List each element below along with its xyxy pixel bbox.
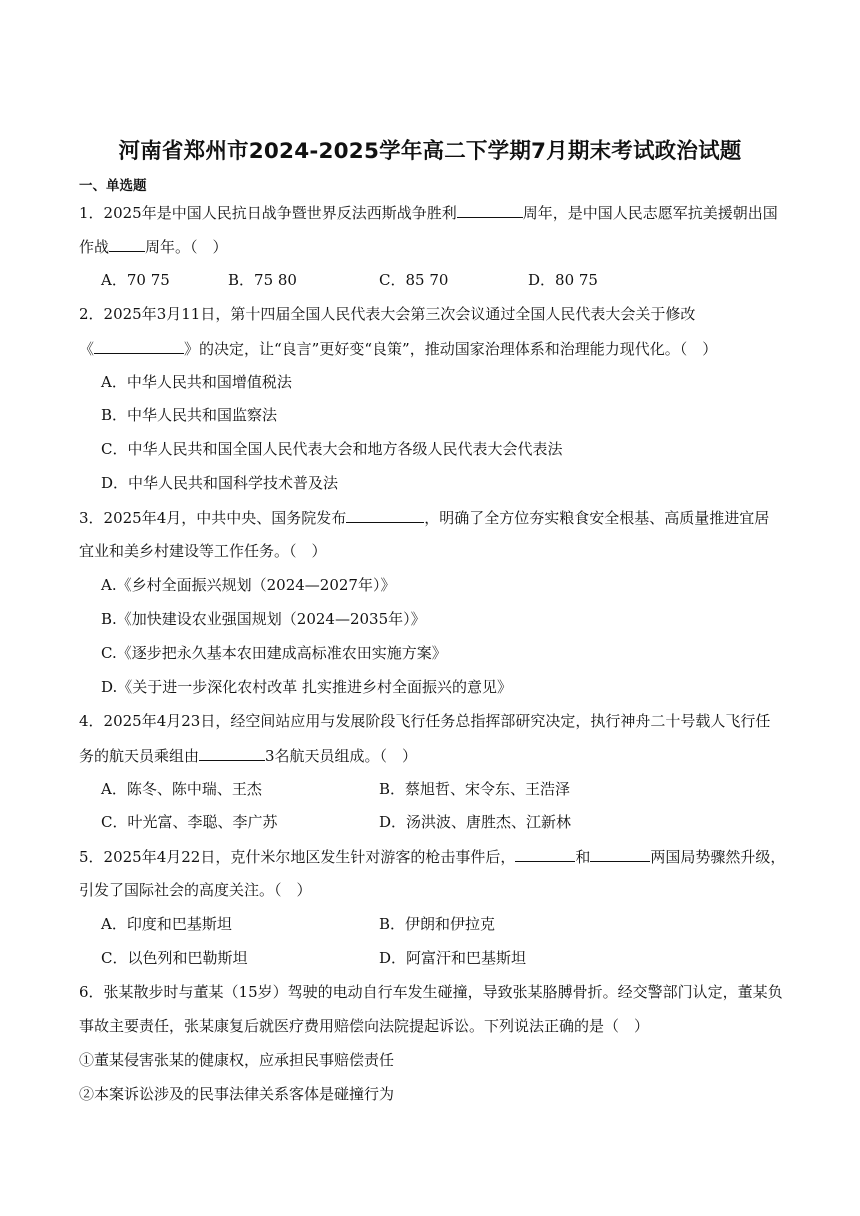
question-1-text: 1．2025年是中国人民抗日战争暨世界反法西斯战争胜利 — [79, 204, 457, 222]
question-5-option-a: A．印度和巴基斯坦 — [101, 915, 232, 933]
question-2-text: 《 — [79, 340, 95, 358]
question-5-option-d: D．阿富汗和巴基斯坦 — [379, 949, 527, 967]
answer-blank — [199, 745, 265, 761]
question-2-option-a: A．中华人民共和国增值税法 — [101, 373, 292, 391]
question-1-option-b: B．75 80 — [228, 271, 297, 289]
question-6-line-1: 6．张某散步时与董某（15岁）驾驶的电动自行车发生碰撞，导致张某胳膊骨折。经交警部门认定，董某负 — [79, 983, 783, 1001]
question-5-text: 和 — [575, 848, 591, 866]
question-5-text: 两国局势骤然升级， — [650, 848, 786, 866]
question-1-text: 周年。（ ） — [145, 238, 228, 256]
answer-blank — [346, 507, 424, 523]
question-3-line-1 — [79, 507, 769, 528]
question-4-option-a: A．陈冬、陈中瑞、王杰 — [101, 780, 262, 798]
question-5-text: 5．2025年4月22日，克什米尔地区发生针对游客的枪击事件后， — [79, 848, 516, 866]
question-4-line-2 — [79, 745, 417, 766]
question-6-line-2: 事故主要责任，张某康复后就医疗费用赔偿向法院提起诉讼。下列说法正确的是（ ） — [79, 1017, 650, 1035]
question-2-line-2 — [79, 338, 717, 359]
question-1-text: 作战 — [79, 238, 110, 256]
question-2-option-b: B．中华人民共和国监察法 — [101, 406, 278, 424]
page-title: 河南省郑州市2024-2025学年高二下学期7月期末考试政治试题 — [118, 139, 742, 164]
question-4-text: 务的航天员乘组由 — [79, 747, 200, 765]
question-3-text: 3．2025年4月，中共中央、国务院发布 — [79, 509, 347, 527]
question-1-option-c: C．85 70 — [379, 271, 449, 289]
question-4-option-d: D．汤洪波、唐胜杰、江新林 — [379, 813, 572, 831]
answer-blank — [94, 338, 184, 354]
question-5-option-c: C．以色列和巴勒斯坦 — [101, 949, 248, 967]
question-4-option-c: C．叶光富、李聪、李广苏 — [101, 813, 278, 831]
answer-blank — [457, 202, 523, 218]
question-1-option-d: D．80 75 — [528, 271, 598, 289]
section-heading: 一、单选题 — [79, 178, 147, 194]
question-4-option-b: B．蔡旭哲、宋令东、王浩泽 — [379, 780, 571, 798]
question-3-text: ，明确了全方位夯实粮食安全根基、高质量推进宜居 — [424, 509, 770, 527]
answer-blank — [109, 236, 145, 252]
question-6-statement-1: ①董某侵害张某的健康权，应承担民事赔偿责任 — [79, 1051, 395, 1069]
question-3-line-2: 宜业和美乡村建设等工作任务。（ ） — [79, 542, 327, 560]
question-2-option-d: D．中华人民共和国科学技术普及法 — [101, 474, 339, 492]
question-2-line-1: 2．2025年3月11日，第十四届全国人民代表大会第三次会议通过全国人民代表大会关于修改 — [79, 305, 696, 323]
question-4-line-1: 4．2025年4月23日，经空间站应用与发展阶段飞行任务总指挥部研究决定，执行神舟二十号载人飞行任 — [79, 712, 771, 730]
question-2-option-c: C．中华人民共和国全国人民代表大会和地方各级人民代表大会代表法 — [101, 440, 563, 458]
question-6-statement-2: ②本案诉讼涉及的民事法律关系客体是碰撞行为 — [79, 1085, 395, 1103]
answer-blank — [590, 846, 650, 862]
question-4-text: 3名航天员组成。（ ） — [265, 747, 418, 765]
question-5-line-1 — [79, 846, 785, 867]
question-3-option-b: B.《加快建设农业强国规划（2024—2035年）》 — [101, 610, 426, 628]
question-3-option-a: A.《乡村全面振兴规划（2024—2027年）》 — [101, 576, 396, 594]
question-1-line-2 — [79, 236, 228, 257]
question-1-option-a: A．70 75 — [101, 271, 170, 289]
question-2-text: 》的决定，让“良言”更好变“良策”，推动国家治理体系和治理能力现代化。（ ） — [184, 340, 718, 358]
question-3-option-c: C.《逐步把永久基本农田建成高标准农田实施方案》 — [101, 644, 447, 662]
question-5-option-b: B．伊朗和伊拉克 — [379, 915, 496, 933]
question-1-text: 周年，是中国人民志愿军抗美援朝出国 — [522, 204, 778, 222]
answer-blank — [515, 846, 575, 862]
question-3-option-d: D.《关于进一步深化农村改革 扎实推进乡村全面振兴的意见》 — [101, 678, 513, 696]
question-1-line-1 — [79, 202, 778, 223]
question-5-line-2: 引发了国际社会的高度关注。（ ） — [79, 881, 312, 899]
